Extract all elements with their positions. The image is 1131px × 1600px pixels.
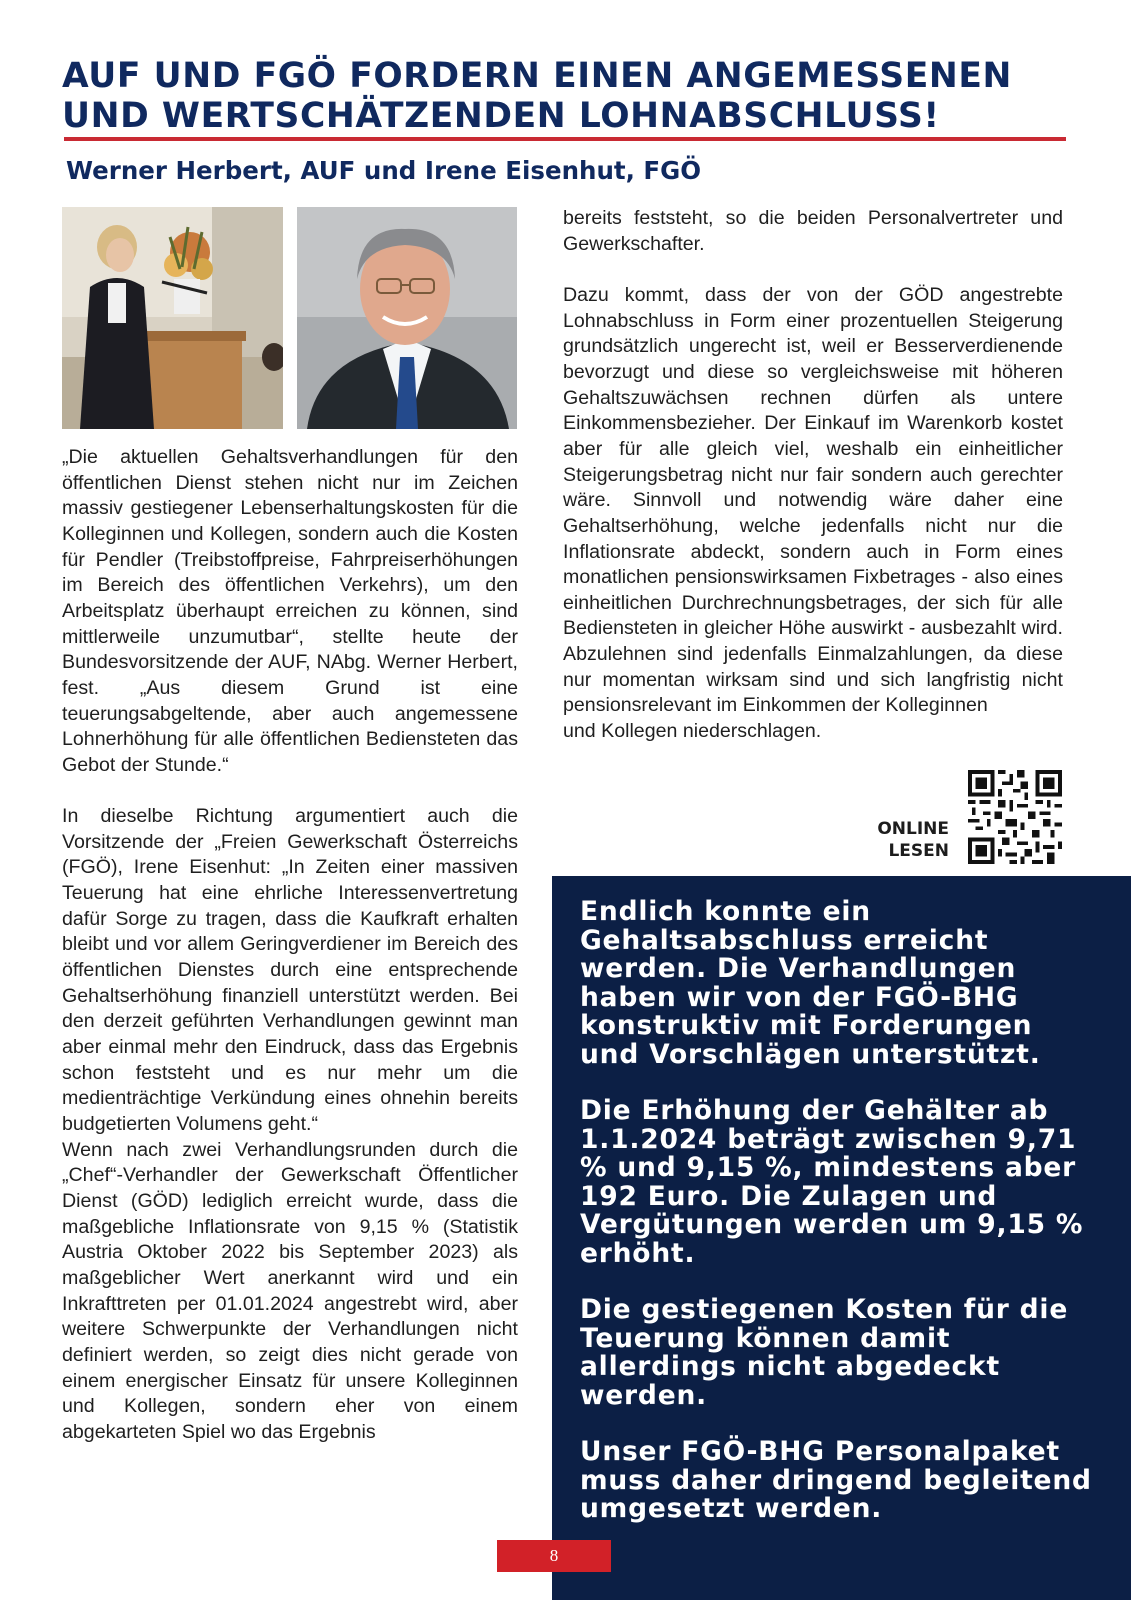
online-label-line-2: LESEN [888,841,949,861]
panel-paragraph-3: Die gestiegenen Kosten für die Teuerung können damit allerdings nicht abgedeckt werden. [580,1294,1069,1411]
photo-portrait [297,207,517,429]
highlight-panel-content [580,898,1100,1552]
left-paragraph-1: „Die aktuellen Gehaltsverhandlungen für den öffentlichen Dienst stehen nicht nur im Zeichen massiv gestiegener Lebenserhaltungskosten für die Kolleginnen und Kollegen, sondern auch die Kosten für Pendler (Treibstoffpreise, Fahrpreiserhöhungen im Bereich des öffentlichen Verkehrs), um den Arbeitsplatz überhaupt erreichen zu können, sind mittlerweile unzumutbar“, stellte heute der Bundesvorsitzende der AUF, NAbg. Werner Herbert, fest. „Aus diesem Grund ist eine teuerungsabgeltende, aber auch angemessene Lohnerhöhung für alle öffentlichen Bediensteten das Gebot der Stunde.“ [62,446,518,776]
left-paragraph-3: Wenn nach zwei Verhandlungsrunden durch die „Chef“-Verhandler der Gewerkschaft Öffentlicher Dienst (GÖD) lediglich erreicht wurde, dass die maßgebliche Inflationsrate von 9,15 % (Statistik Austria Oktober 2022 bis September 2023) als maßgeblicher Wert anerkannt wird und ein Inkrafttreten per 01.01.2024 angestrebt wird, aber weitere Schwerpunkte der Verhandlungen nicht definiert werden, so zeigt dies nicht gerade von einem energischer Einsatz für unsere Kolleginnen und Kollegen, sondern eher von einem abgekarteten Spiel wo das Ergebnis [62,1138,518,1443]
headline-divider [64,137,1066,141]
panel-paragraph-4: Unser FGÖ-BHG Personalpaket muss daher dringend begleitend umgesetzt werden. [580,1436,1092,1524]
photo-speaker-at-podium [62,207,283,429]
headline-line-2: UND WERTSCHÄTZENDEN LOHNABSCHLUSS! [62,96,940,136]
byline: Werner Herbert, AUF und Irene Eisenhut, FGÖ [66,156,702,185]
headline [62,56,1072,136]
article-left-column [62,445,518,1446]
online-read-label [877,818,949,862]
article-right-column [563,206,1063,745]
qr-code-icon[interactable] [968,770,1062,864]
right-paragraph-2: Dazu kommt, dass der von der GÖD angestrebte Lohnabschluss in Form einer prozentuellen Steigerung grundsätzlich ungerecht ist, weil er Besserverdienende bevorzugt und diese so vergleichsweise mit höheren Gehaltszuwächsen rechnen dürfen als untere Einkommensbezieher. Der Einkauf im Warenkorb kostet aber für alle gleich viel, weshalb ein einheitlicher Steigerungsbetrag nicht nur fair sondern auch gerechter wäre. Sinnvoll und notwendig wäre daher eine Gehaltserhöhung, welche jedenfalls nicht nur die Inflationsrate abdeckt, sondern auch in Form eines monatlichen pensionswirksamen Fixbetrages - also eines einheitlichen Durchrechnungsbetrages, der sich für alle Bediensteten in gleicher Höhe auswirkt - ausbezahlt wird. Abzulehnen sind jedenfalls Einmalzahlungen, da diese nur momentan wirksam sind und sich langfristig nicht pensionsrelevant im Einkommen der Kolleginnen [563,283,1063,717]
right-paragraph-1: bereits feststeht, so die beiden Personalvertreter und Gewerkschafter. [563,207,1063,255]
highlight-panel [552,876,1131,1600]
online-label-line-1: ONLINE [877,819,949,839]
right-paragraph-2-last-line: und Kollegen niederschlagen. [563,720,822,743]
page-number: 8 [497,1540,611,1572]
headline-line-1: AUF UND FGÖ FORDERN EINEN ANGEMESSENEN [62,56,1013,96]
panel-paragraph-2: Die Erhöhung der Gehälter ab 1.1.2024 beträgt zwischen 9,71 % und 9,15 %, mindestens aber 192 Euro. Die Zulagen und Vergütungen werden um 9,15 % erhöht. [580,1095,1084,1269]
left-paragraph-2: In dieselbe Richtung argumentiert auch die Vorsitzende der „Freien Gewerkschaft Österreichs (FGÖ), Irene Eisenhut: „In Zeiten einer massiven Teuerung hat eine ehrliche Interessenvertretung dafür Sorge zu tragen, dass die Kaufkraft erhalten bleibt und vor allem Geringverdiener im Bereich des öffentlichen Dienstes durch eine entsprechende Gehaltserhöhung finanziell unterstützt werden. Bei den derzeit geführten Verhandlungen gewinnt man aber einmal mehr den Eindruck, dass das Ergebnis schon feststeht und es nur mehr um die medienträchtige Verkündung eines ohnehin bereits budgetierten Volumens geht.“ [62,805,518,1136]
panel-paragraph-1: Endlich konnte ein Gehaltsabschluss erreicht werden. Die Verhandlungen haben wir von der FGÖ-BHG konstruktiv mit Forderungen und Vorschlägen unterstützt. [580,896,1041,1070]
